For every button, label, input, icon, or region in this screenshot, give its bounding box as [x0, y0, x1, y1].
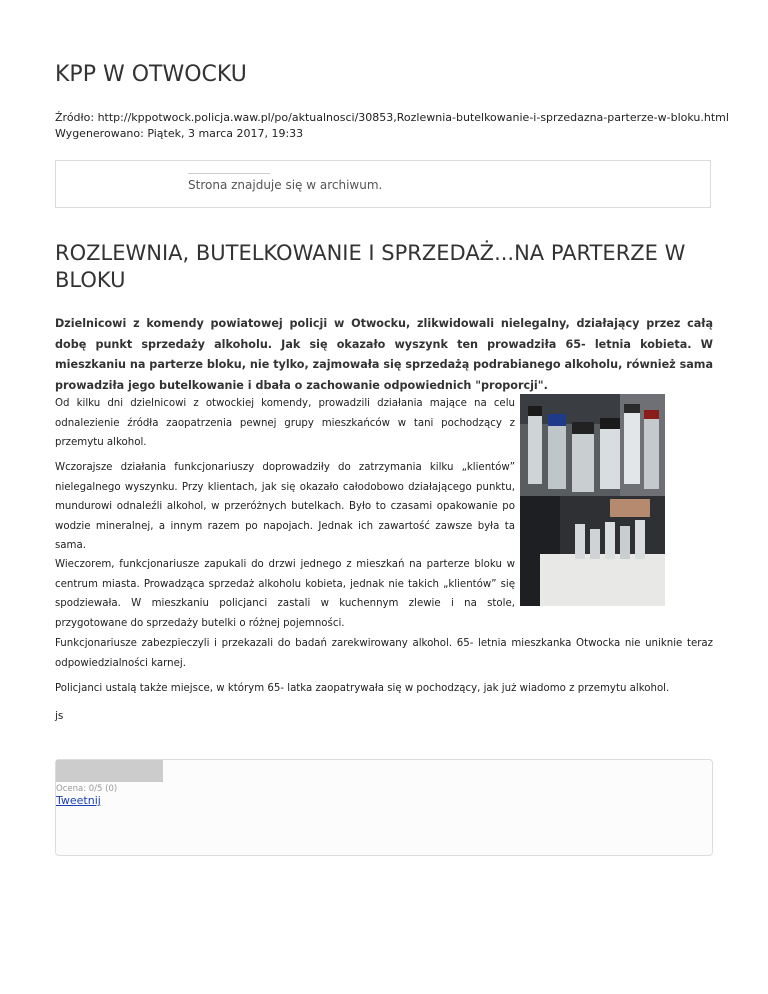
share-rating-box: [55, 759, 713, 856]
site-title: KPP W OTWOCKU: [55, 62, 247, 87]
author-signature: js: [55, 710, 64, 722]
article-lead: Dzielnicowi z komendy powiatowej policji w Otwocku, zlikwidowali nielegalny, działający przez całą dobę punkt sprzedaży alkoholu. Jak się okazało wyszynk ten prowadziła 65- letnia kobieta. W mieszkaniu na parterze bloku, nie tylko, zajmowała się sprzedażą podrabianego alkoholu, również sama prowadziła jego butelkowanie i dbała o zachowanie odpowiednich "proporcji".: [55, 317, 713, 392]
rating-text: Ocena: 0/5 (0): [56, 784, 118, 794]
divider: [188, 173, 270, 174]
archive-notice: Strona znajduje się w archiwum.: [188, 178, 383, 192]
bottles-photo-image: [520, 394, 665, 606]
article-paragraph: Funkcjonariusze zabezpieczyli i przekazali do badań zarekwirowany alkohol. 65- letnia mieszkanka Otwocka nie uniknie teraz odpowiedzialności karnej.: [55, 638, 713, 669]
tweet-link[interactable]: Tweetnij: [56, 794, 101, 807]
article-paragraph: Policjanci ustalą także miejsce, w którym 65- latka zaopatrywała się w pochodzący, jak już wiadomo z przemytu alkohol.: [55, 683, 670, 694]
archive-notice-box: [55, 160, 711, 208]
page-meta: [55, 110, 729, 142]
article-paragraph: Wczorajsze działania funkcjonariuszy doprowadziły do zatrzymania kilku „klientów” nielegalnego wyszynku. Przy klientach, jak się okazało całodobowo działającego punktu, mundurowi odnaleźli alkohol, w przeróżnych butelkach. Było to czasami opakowanie po wodzie mineralnej, a innym razem po napojach. Jednak ich zawartość zawsze była ta sama.: [55, 462, 515, 551]
article-photo[interactable]: [520, 394, 665, 606]
article-paragraph: Wieczorem, funkcjonariusze zapukali do drzwi jednego z mieszkań na parterze bloku w centrum miasta. Prowadząca sprzedaż alkoholu kobieta, jednak nie takich „klientów” się spodziewała. W mieszkaniu policjanci zastali w kuchennym zlewie i na stole, przygotowane do sprzedaży butelki o różnej pojemności.: [55, 559, 515, 629]
generated-line: Wygenerowano: Piątek, 3 marca 2017, 19:33: [55, 127, 304, 140]
article-title: ROZLEWNIA, BUTELKOWANIE I SPRZEDAŻ...NA PARTERZE W BLOKU: [55, 241, 686, 292]
rating-stars[interactable]: [56, 760, 163, 782]
source-line: Źródło: http://kppotwock.policja.waw.pl/po/aktualnosci/30853,Rozlewnia-butelkowanie-i-sprzedazna-parterze-w-bloku.html: [55, 111, 729, 124]
article-paragraph: Od kilku dni dzielnicowi z otwockiej komendy, prowadzili działania mające na celu odnalezienie źródła zaopatrzenia pewnej grupy mieszkańców w tani pochodzący z przemytu alkohol.: [55, 398, 515, 448]
